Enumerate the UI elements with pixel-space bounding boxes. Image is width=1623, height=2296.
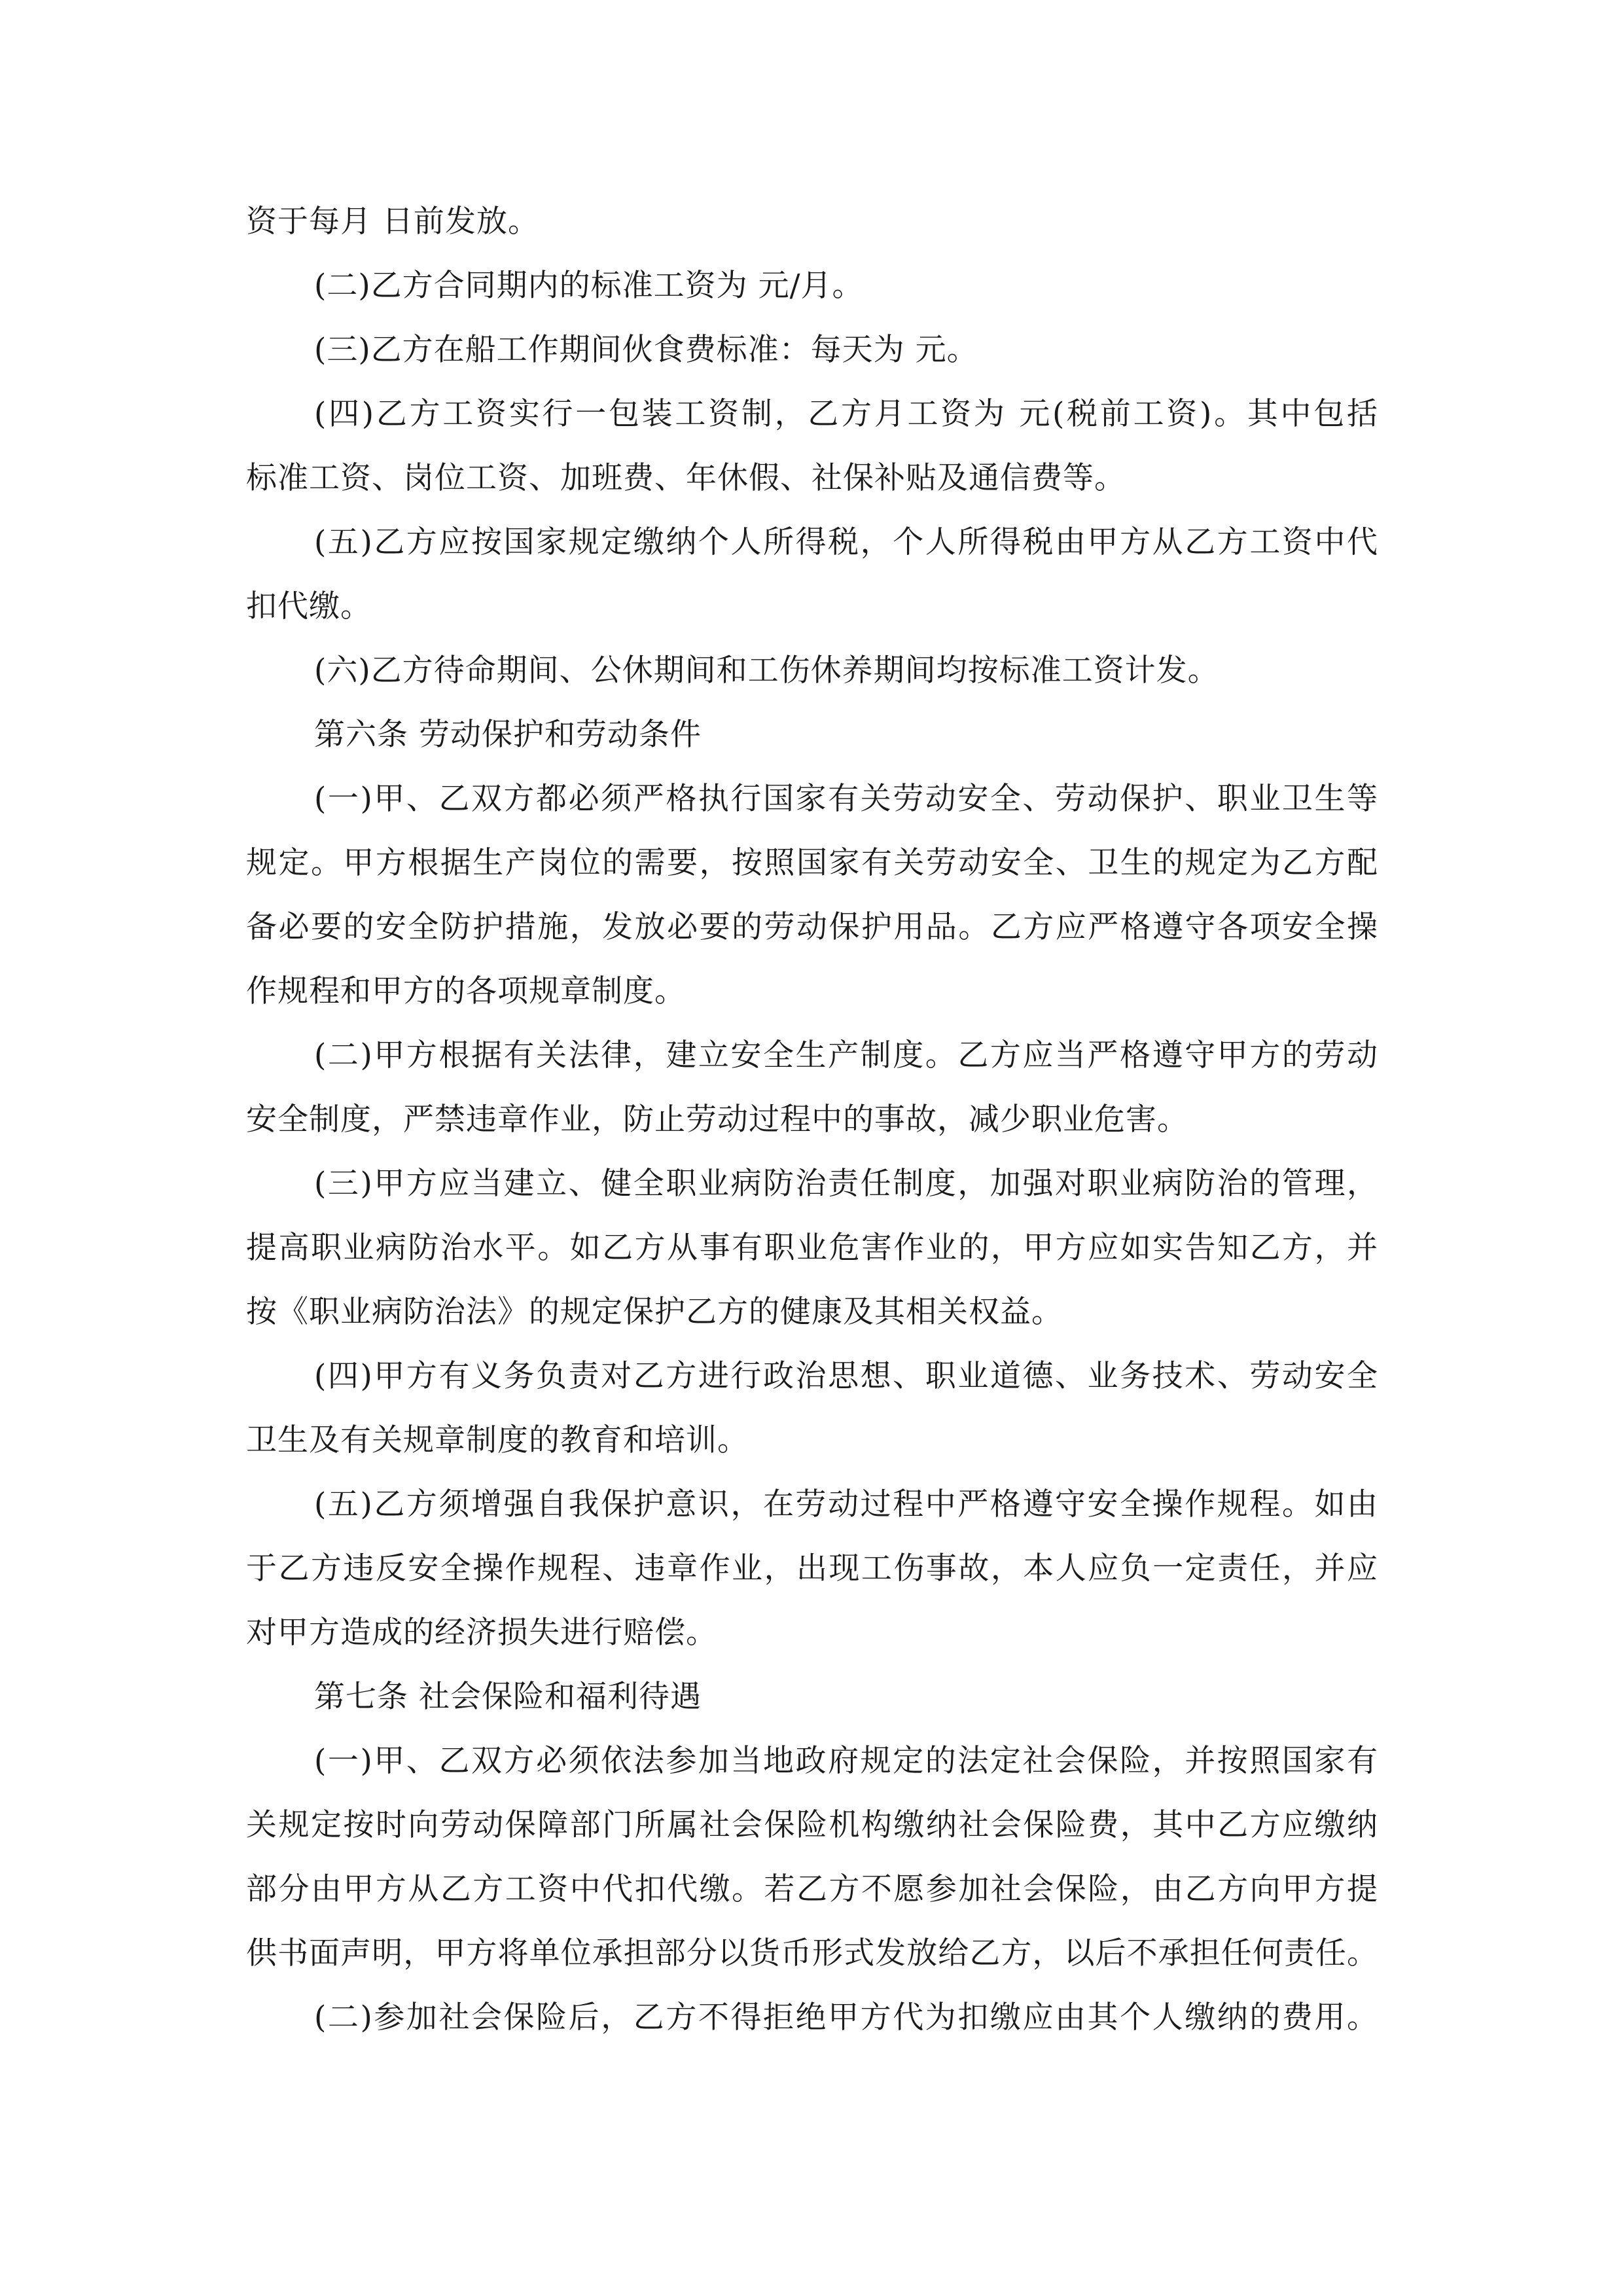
text-line: (二)甲方根据有关法律，建立安全生产制度。乙方应当严格遵守甲方的劳动 (314, 1037, 1378, 1073)
text-line: (一)甲、乙双方必须依法参加当地政府规定的法定社会保险，并按照国家有 (314, 1743, 1378, 1779)
text-line: (五)乙方须增强自我保护意识，在劳动过程中严格遵守安全操作规程。如由 (314, 1486, 1378, 1522)
text-line: (一)甲、乙双方都必须严格执行国家有关劳动安全、劳动保护、职业卫生等 (314, 781, 1378, 817)
text-line: 卫生及有关规章制度的教育和培训。 (246, 1422, 749, 1458)
text-line: 资于每月 日前发放。 (246, 204, 539, 240)
text-line: 提高职业病防治水平。如乙方从事有职业危害作业的，甲方应如实告知乙方，并 (246, 1230, 1378, 1266)
text-line: 作规程和甲方的各项规章制度。 (246, 973, 686, 1009)
text-line: 关规定按时向劳动保障部门所属社会保险机构缴纳社会保险费，其中乙方应缴纳 (246, 1807, 1378, 1843)
text-line: 按《职业病防治法》的规定保护乙方的健康及其相关权益。 (246, 1294, 1063, 1330)
text-line: 扣代缴。 (246, 588, 372, 624)
text-line: (五)乙方应按国家规定缴纳个人所得税，个人所得税由甲方从乙方工资中代 (314, 524, 1378, 560)
text-line: 备必要的安全防护措施，发放必要的劳动保护用品。乙方应严格遵守各项安全操 (246, 909, 1378, 945)
text-line: 于乙方违反安全操作规程、违章作业，出现工伤事故，本人应负一定责任，并应 (246, 1551, 1378, 1587)
text-line: 对甲方造成的经济损失进行赔偿。 (246, 1615, 717, 1651)
document-page (246, 190, 1378, 2050)
text-line: 供书面声明，甲方将单位承担部分以货币形式发放给乙方，以后不承担任何责任。 (246, 1935, 1378, 1971)
text-line: 第六条 劳动保护和劳动条件 (314, 717, 702, 753)
text-line: 安全制度，严禁违章作业，防止劳动过程中的事故，减少职业危害。 (246, 1102, 1188, 1138)
text-line: (四)甲方有义务负责对乙方进行政治思想、职业道德、业务技术、劳动安全 (314, 1358, 1378, 1394)
text-line: 标准工资、岗位工资、加班费、年休假、社保补贴及通信费等。 (246, 460, 1126, 496)
text-line: 规定。甲方根据生产岗位的需要，按照国家有关劳动安全、卫生的规定为乙方配 (246, 845, 1378, 881)
text-line: 部分由甲方从乙方工资中代扣代缴。若乙方不愿参加社会保险，由乙方向甲方提 (246, 1871, 1378, 1907)
text-line: (六)乙方待命期间、公休期间和工伤休养期间均按标准工资计发。 (314, 653, 1219, 689)
text-line: (四)乙方工资实行一包装工资制，乙方月工资为 元(税前工资)。其中包括 (314, 396, 1378, 432)
text-line: (二)参加社会保险后，乙方不得拒绝甲方代为扣缴应由其个人缴纳的费用。 (314, 2000, 1378, 2036)
text-line: 第七条 社会保险和福利待遇 (314, 1679, 702, 1715)
text-line: (三)甲方应当建立、健全职业病防治责任制度，加强对职业病防治的管理， (314, 1166, 1378, 1202)
text-line: (三)乙方在船工作期间伙食费标准：每天为 元。 (314, 332, 978, 368)
text-line: (二)乙方合同期内的标准工资为 元/月。 (314, 268, 864, 304)
